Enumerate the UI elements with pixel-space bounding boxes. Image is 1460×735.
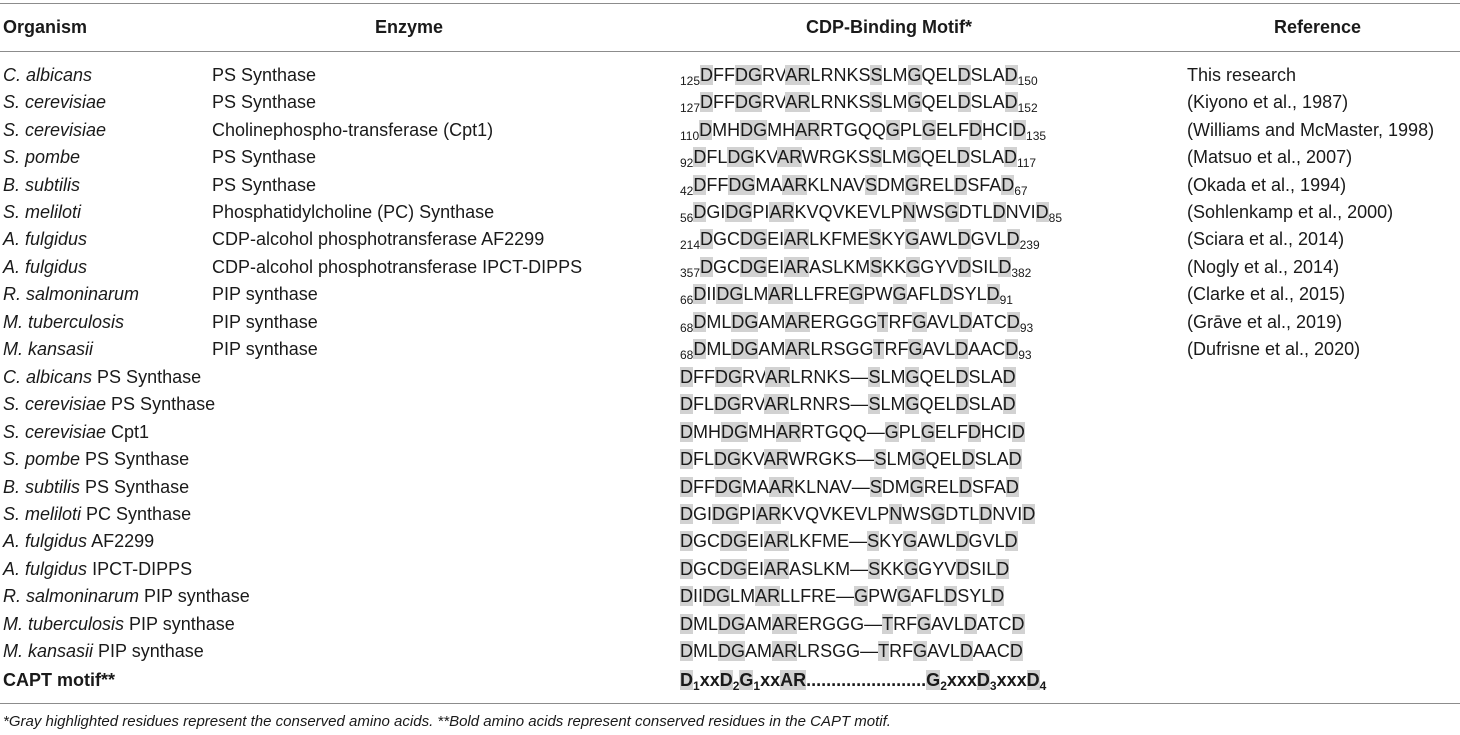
reference-cell: (Matsuo et al., 2007)	[1187, 147, 1353, 168]
organism-cell: R. salmoninarum	[3, 284, 140, 305]
reference-cell: (Williams and McMaster, 1998)	[1187, 119, 1435, 140]
aligned-motif-cell: DMHDGMHARRTGQQ—GPLGELFDHCID	[680, 421, 1025, 442]
capt-residues: xxx	[946, 670, 977, 690]
alignment-row	[0, 501, 1460, 528]
capt-subscript: 2	[940, 679, 947, 693]
enzyme-cell: PIP synthase	[212, 311, 318, 332]
enzyme-cell: PS Synthase	[212, 174, 317, 195]
motif-start-index: 92	[680, 156, 694, 171]
motif-end-index: 150	[1017, 74, 1038, 88]
table-row	[0, 117, 1460, 144]
organism-enzyme-cell: S. pombe PS Synthase	[3, 449, 190, 470]
table-bottom-rule	[0, 703, 1460, 704]
capt-subscript: 2	[732, 679, 740, 693]
table-top-rule	[0, 3, 1460, 4]
motif-cell: $_{214}DGCDGEIARLKFMESKYGAWLDGVLD_{239}$	[680, 229, 1040, 253]
organism-enzyme-cell: B. subtilis PS Synthase	[3, 476, 190, 497]
organism-enzyme-cell: S. cerevisiae PS Synthase	[3, 394, 216, 415]
organism-cell: M. tuberculosis	[3, 311, 125, 332]
alignment-row	[0, 556, 1460, 583]
motif-start-index: 68	[680, 320, 694, 335]
capt-residues: xxAR	[760, 670, 807, 690]
organism-enzyme-cell: C. albicans PS Synthase	[3, 367, 202, 387]
capt-subscript: 3	[989, 679, 997, 693]
table-row	[0, 62, 1460, 89]
organism-cell: S. cerevisiae	[3, 92, 107, 113]
motif-end-index: 67	[1014, 183, 1028, 198]
table-row	[0, 172, 1460, 199]
organism-cell: S. cerevisiae	[3, 119, 107, 140]
organism-enzyme-cell: M. tuberculosis PIP synthase	[3, 613, 235, 634]
header-enzyme: Enzyme	[375, 17, 444, 37]
motif-end-index: 85	[1048, 211, 1063, 225]
capt-conserved-residue: G	[926, 670, 941, 690]
organism-enzyme-cell: A. fulgidus IPCT-DIPPS	[3, 558, 193, 579]
organism-enzyme-cell: R. salmoninarum PIP synthase	[3, 586, 250, 607]
capt-residues: xxx	[996, 670, 1027, 690]
aligned-motif-cell: DIIDGLMARLLFRE—GPWGAFLDSYLD	[680, 586, 1005, 607]
header-cdp-binding-motif: CDP-Binding Motif*	[806, 17, 972, 37]
alignment-gap: —	[850, 367, 869, 387]
reference-cell: (Kiyono et al., 1987)	[1187, 92, 1349, 113]
motif-start-index: 214	[680, 238, 701, 253]
aligned-motif-cell: DFLDGKVARWRGKS—SLMGQELDSLAD	[680, 449, 1022, 470]
alignment-gap: —	[851, 476, 870, 497]
motif-cell: $_{56}DGIDGPIARKVQVKEVLPNWSGDTLDNVID_{85}$	[680, 202, 1063, 225]
table-row	[0, 199, 1460, 226]
aligned-motif-cell: DFFDGRVARLRNKS—SLMGQELDSLAD	[680, 367, 1016, 387]
motif-start-index: 125	[680, 74, 701, 88]
capt-motif-row	[0, 667, 1460, 694]
organism-cell: A. fulgidus	[3, 256, 88, 277]
motif-start-index: 42	[680, 183, 694, 198]
reference-cell: (Okada et al., 1994)	[1187, 174, 1347, 195]
capt-subscript: 1	[693, 679, 700, 693]
capt-conserved-residue: D	[976, 670, 990, 690]
enzyme-cell: Phosphatidylcholine (PC) Synthase	[212, 202, 495, 222]
reference-cell: This research	[1187, 65, 1297, 85]
aligned-motif-cell: DGCDGEIARASLKM—SKKGGYVDSILD	[680, 558, 1010, 579]
motif-start-index: 66	[680, 293, 694, 308]
motif-cell: $_{125}DFFDGRVARLRNKSSLMGQELDSLAD_{150}$	[680, 65, 1038, 88]
organism-cell: C. albicans	[3, 65, 93, 85]
motif-end-index: 93	[1019, 320, 1034, 335]
alignment-row	[0, 474, 1460, 501]
motif-end-index: 152	[1017, 101, 1038, 116]
motif-end-index: 135	[1026, 128, 1047, 143]
capt-motif-label: CAPT motif**	[3, 670, 115, 690]
motif-start-index: 68	[680, 348, 694, 362]
table-footnote: *Gray highlighted residues represent the conserved amino acids. **Bold amino acids represent conserved residues in the CAPT motif.	[3, 713, 891, 730]
enzyme-cell: PS Synthase	[212, 92, 317, 113]
organism-cell: M. kansasii	[3, 339, 94, 359]
alignment-row	[0, 419, 1460, 446]
capt-conserved-residue: D	[1026, 670, 1040, 690]
capt-residues: xx	[699, 670, 720, 690]
motif-cell: $_{68}DMLDGAMARERGGGTRFGAVLDATCD_{93}$	[680, 311, 1034, 335]
aligned-motif-cell: DMLDGAMARLRSGG—TRFGAVLDAACD	[680, 641, 1023, 661]
capt-conserved-residue: G	[739, 670, 754, 690]
reference-cell: (Dufrisne et al., 2020)	[1187, 339, 1361, 359]
alignment-gap: —	[850, 558, 869, 579]
header-rule	[0, 51, 1460, 52]
organism-enzyme-cell: A. fulgidus AF2299	[3, 531, 155, 552]
alignment-row	[0, 391, 1460, 418]
motif-start-index: 56	[680, 211, 694, 225]
reference-cell: (Grāve et al., 2019)	[1187, 311, 1343, 332]
motif-end-index: 93	[1018, 348, 1032, 362]
enzyme-cell: PIP synthase	[212, 339, 318, 359]
organism-enzyme-cell: S. cerevisiae Cpt1	[3, 421, 150, 442]
alignment-gap: —	[864, 613, 883, 634]
motif-end-index: 91	[999, 293, 1013, 308]
organism-cell: A. fulgidus	[3, 229, 88, 250]
motif-cell: $_{92}DFLDGKVARWRGKSSLMGQELDSLAD_{117}$	[680, 147, 1037, 171]
reference-cell: (Sciara et al., 2014)	[1187, 229, 1345, 250]
capt-subscript: 1	[753, 679, 761, 693]
motif-cell: $_{68}DMLDGAMARLRSGGTRFGAVLDAACD_{93}$	[680, 339, 1032, 362]
header-organism: Organism	[3, 17, 88, 37]
header-reference: Reference	[1274, 17, 1362, 37]
alignment-gap: —	[849, 531, 868, 552]
aligned-motif-cell: DMLDGAMARERGGG—TRFGAVLDATCD	[680, 613, 1025, 634]
motif-end-index: 382	[1011, 265, 1032, 280]
motif-cell: $_{110}DMHDGMHARRTGQQGPLGELFDHCID_{135}$	[680, 119, 1047, 143]
motif-start-index: 110	[680, 128, 700, 143]
motif-start-index: 127	[680, 101, 701, 116]
capt-motif-sequence	[680, 667, 1046, 696]
alignment-gap: —	[836, 586, 855, 607]
alignment-row	[0, 611, 1460, 638]
table-row	[0, 226, 1460, 253]
aligned-motif-cell: DGCDGEIARLKFME—SKYGAWLDGVLD	[680, 531, 1018, 552]
alignment-gap: —	[866, 421, 885, 442]
reference-cell: (Nogly et al., 2014)	[1187, 256, 1340, 277]
alignment-row	[0, 364, 1460, 391]
table-row	[0, 144, 1460, 171]
organism-cell: S. meliloti	[3, 202, 82, 222]
alignment-row	[0, 446, 1460, 473]
capt-subscript: 4	[1039, 679, 1047, 693]
table-row	[0, 336, 1460, 363]
aligned-motif-cell: DFLDGRVARLRNRS—SLMGQELDSLAD	[680, 394, 1016, 415]
table-row	[0, 89, 1460, 116]
alignment-gap: —	[856, 449, 875, 470]
organism-cell: S. pombe	[3, 147, 81, 168]
enzyme-cell: PS Synthase	[212, 147, 317, 168]
aligned-motif-cell: DGIDGPIARKVQVKEVLPNWSGDTLDNVID	[680, 504, 1036, 524]
enzyme-cell: CDP-alcohol phosphotransferase IPCT-DIPPS	[212, 256, 583, 277]
capt-conserved-residue: D	[719, 670, 733, 690]
enzyme-cell: PIP synthase	[212, 284, 318, 305]
motif-cell: $_{66}DIIDGLMARLLFREGPWGAFLDSYLD_{91}$	[680, 284, 1013, 308]
table-row	[0, 254, 1460, 281]
capt-residues: ........................	[806, 670, 927, 690]
table-row	[0, 281, 1460, 308]
table-row	[0, 309, 1460, 336]
alignment-gap: —	[860, 641, 879, 661]
motif-cell: $_{127}DFFDGRVARLRNKSSLMGQELDSLAD_{152}$	[680, 92, 1038, 116]
motif-end-index: 117	[1016, 156, 1037, 171]
alignment-row	[0, 638, 1460, 665]
alignment-row	[0, 528, 1460, 555]
reference-cell: (Sohlenkamp et al., 2000)	[1187, 202, 1394, 222]
enzyme-cell: PS Synthase	[212, 65, 317, 85]
motif-cell: $_{357}DGCDGEIARASLKMSKKGGYVDSILD_{382}$	[680, 256, 1032, 280]
organism-enzyme-cell: M. kansasii PIP synthase	[3, 641, 204, 661]
motif-start-index: 357	[680, 265, 701, 280]
alignment-row	[0, 583, 1460, 610]
reference-cell: (Clarke et al., 2015)	[1187, 284, 1346, 305]
motif-end-index: 239	[1019, 238, 1040, 253]
enzyme-cell: CDP-alcohol phosphotransferase AF2299	[212, 229, 545, 250]
alignment-gap: —	[850, 394, 869, 415]
motif-cell: $_{42}DFFDGMAARKLNAVSDMGRELDSFAD_{67}$	[680, 174, 1028, 198]
enzyme-cell: Cholinephospho-transferase (Cpt1)	[212, 119, 494, 140]
aligned-motif-cell: DFFDGMAARKLNAV—SDMGRELDSFAD	[680, 476, 1019, 497]
capt-conserved-residue: D	[680, 670, 693, 690]
organism-enzyme-cell: S. meliloti PC Synthase	[3, 504, 192, 524]
organism-cell: B. subtilis	[3, 174, 81, 195]
